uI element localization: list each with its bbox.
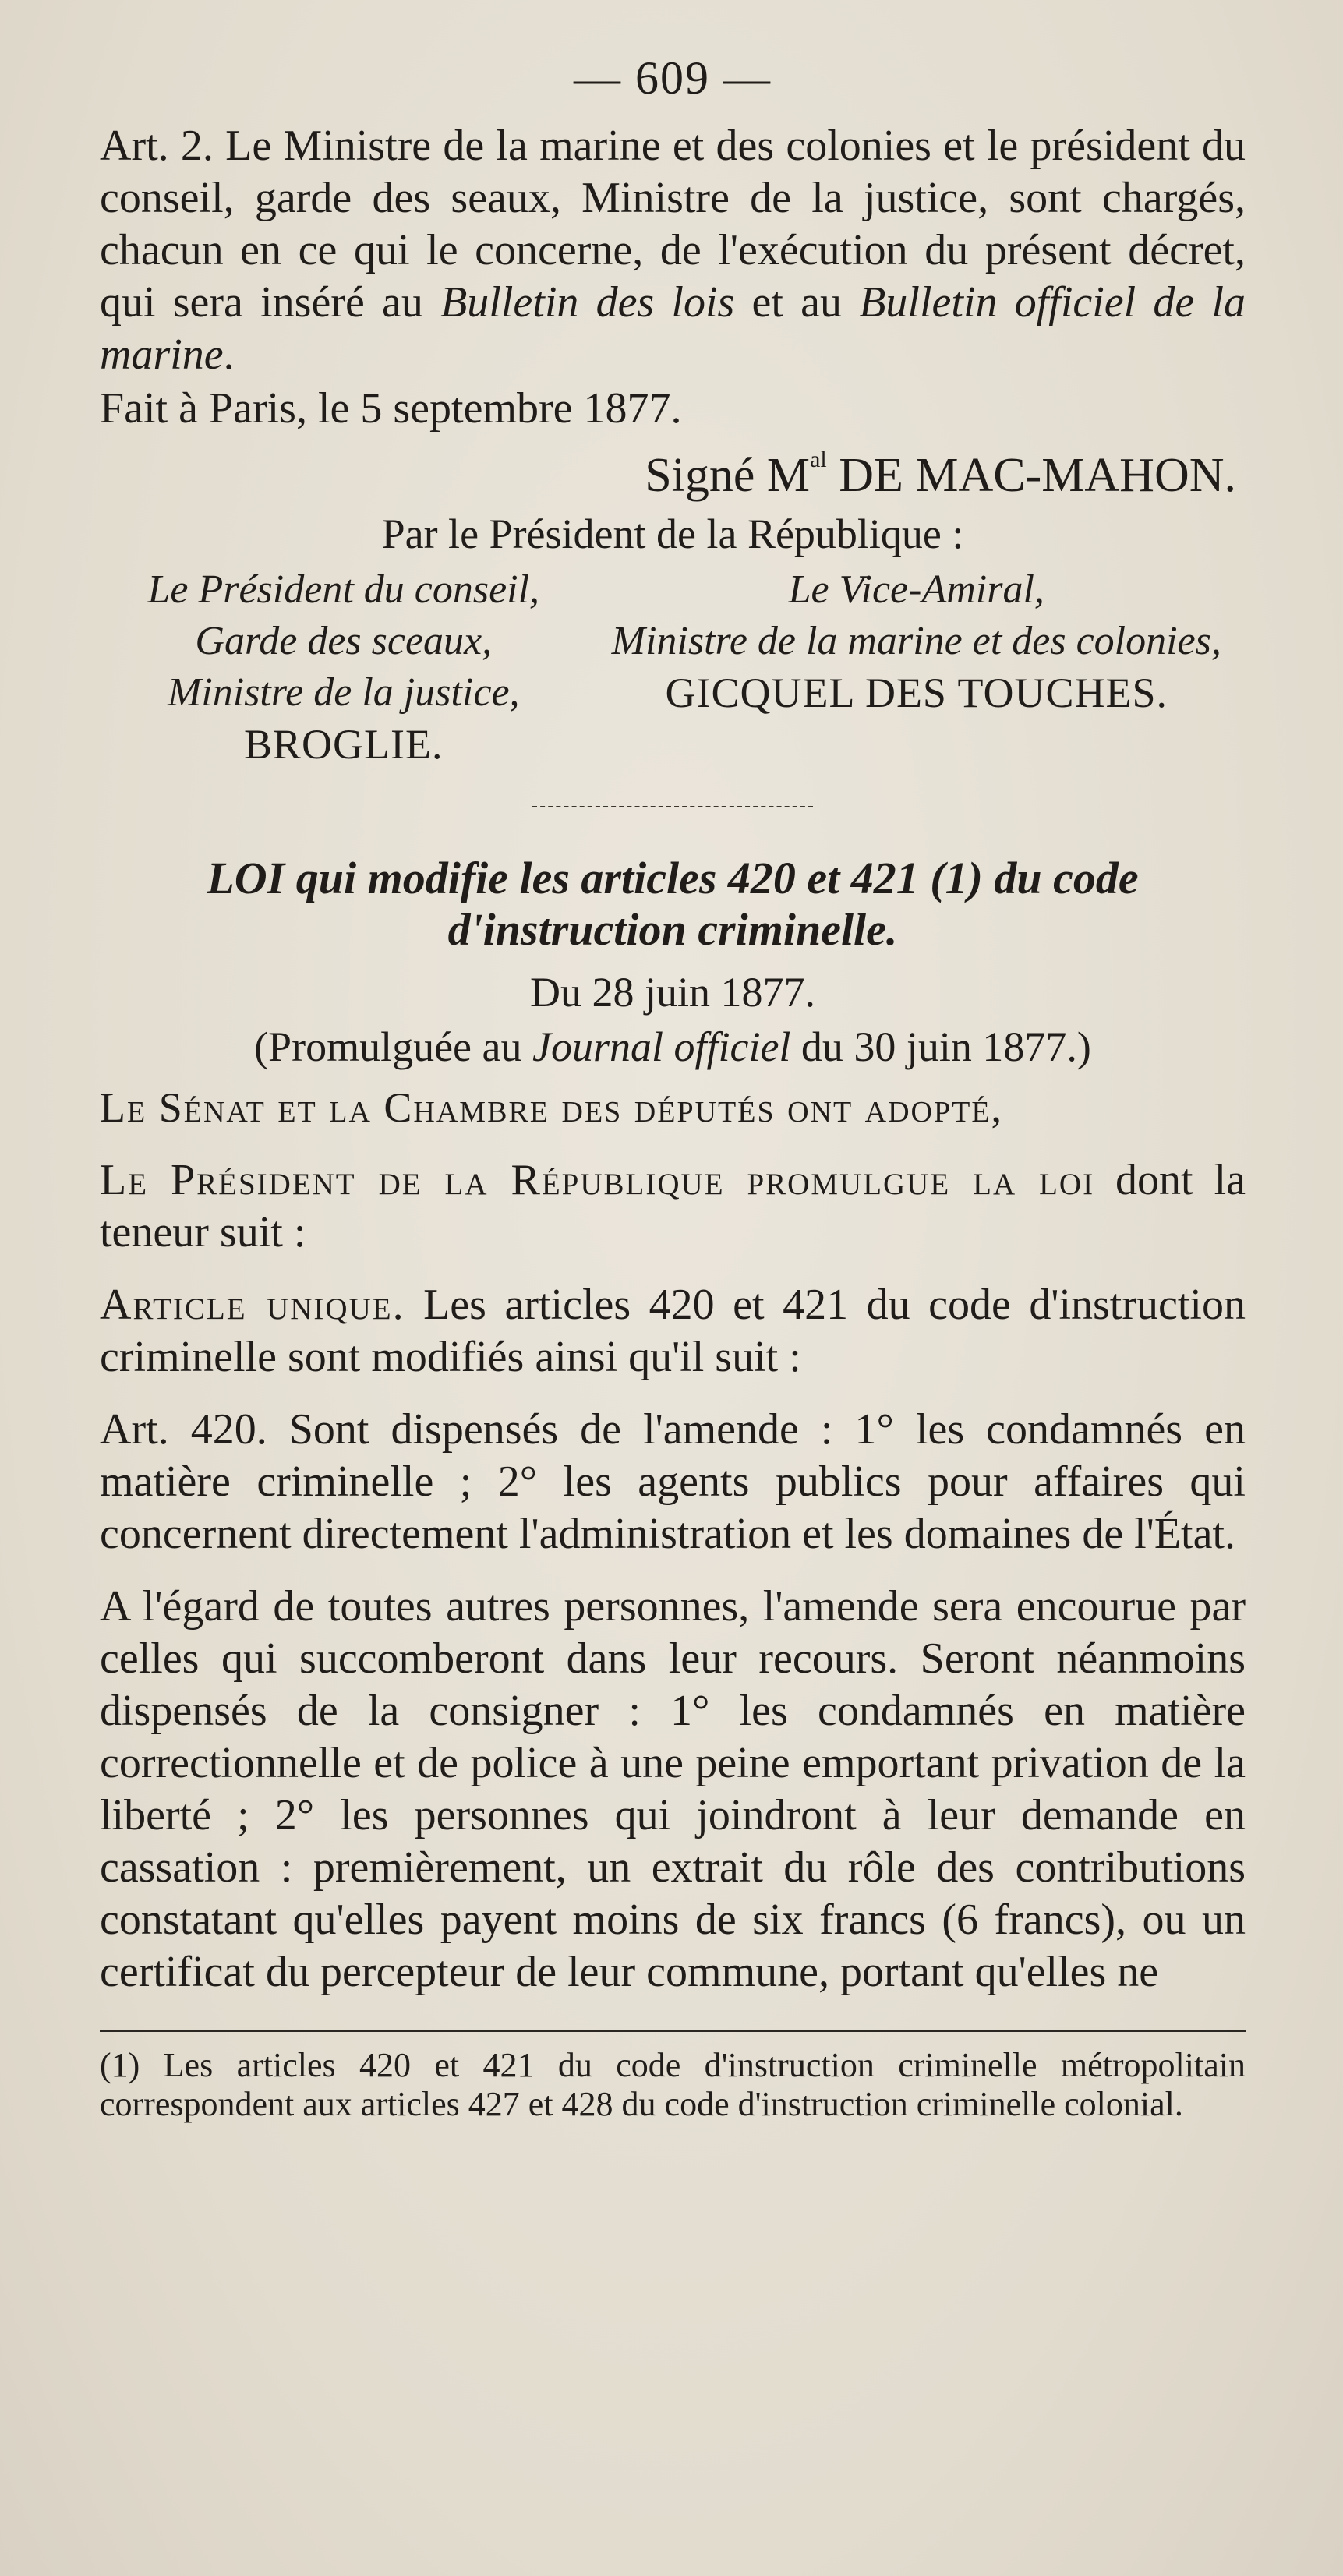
signature-mac-mahon: [100, 444, 1246, 507]
section-divider: [532, 806, 813, 807]
loi-date: Du 28 juin 1877.: [529, 969, 815, 1016]
president-promulgue-rest: dont la teneur suit :: [100, 1156, 1246, 1256]
footnote: (1) Les articles 420 et 421 du code d'instruction criminelle métropolitain correspondent aux articles 427 et 428 du code d'instruction criminelle colonial.: [100, 2046, 1246, 2123]
countersignatures: [100, 564, 1246, 770]
left-sig-line3: Ministre de la justice,: [167, 670, 520, 715]
right-sig-name: GICQUEL DES TOUCHES.: [665, 670, 1168, 716]
article-2-paragraph: [100, 120, 1246, 381]
article-unique-label: Article unique.: [100, 1281, 405, 1329]
left-sig-name: BROGLIE.: [244, 721, 444, 768]
left-sig-line2: Garde des sceaux,: [195, 619, 493, 663]
article-2-text: Art. 2. Le Ministre de la marine et des colonies et le président du conseil, garde des seaux, Ministre de la justice, sont chargés, chacun en ce qui le concerne, de l'exécution du présent décret, qui sera inséré au: [100, 122, 1246, 327]
president-promulgue: [100, 1154, 1246, 1259]
egard-paragraph: A l'égard de toutes autres personnes, l'amende sera encourue par celles qui succomberont dans leur recours. Seront néanmoins dispensés de la consigner : 1° les condamnés en matière correctionnelle et de police à une peine emportant privation de la liberté ; 2° les personnes qui joindront à leur demande en cassation : premièrement, un extrait du rôle des contributions constatant qu'elles payent moins de six francs (6 francs), ou un certificat du percepteur de leur commune, portant qu'elles ne: [100, 1582, 1246, 1996]
article-unique: [100, 1279, 1246, 1383]
promulgation-line: [100, 1019, 1246, 1074]
fait-a-paris: Fait à Paris, le 5 septembre 1877.: [100, 384, 682, 433]
senat-line: Le Sénat et la Chambre des députés ont adopté,: [100, 1084, 1004, 1131]
page-number: — 609 —: [574, 52, 772, 104]
article-2-end: .: [223, 330, 235, 379]
promulguee-post: du 30 juin 1877.): [800, 1023, 1091, 1070]
footnote-rule: [100, 2030, 1246, 2032]
promulguee-pre: (Promulguée au: [254, 1023, 522, 1070]
bulletin-officiel-marine: Bulletin officiel de la marine: [100, 278, 1246, 379]
article-420: Art. 420. Sont dispensés de l'amende : 1° les condamnés en matière criminelle ; 2° les agents publics pour affaires qui concernent directement l'administration et les domaines de l'État.: [100, 1405, 1246, 1558]
bulletin-des-lois: Bulletin des lois: [440, 278, 735, 327]
journal-officiel: Journal officiel: [532, 1023, 791, 1070]
president-promulgue-caps: Le Président de la République promulgue la loi: [100, 1156, 1095, 1204]
page-content: [100, 47, 1246, 2124]
right-sig-line1: Le Vice-Amiral,: [788, 567, 1044, 612]
article-unique-text: Les articles 420 et 421 du code d'instruction criminelle sont modifiés ainsi qu'il suit :: [100, 1281, 1246, 1381]
signe-name: DE MAC-MAHON.: [826, 449, 1236, 502]
loi-title-line2: d'instruction criminelle.: [447, 904, 898, 955]
left-sig-line1: Le Président du conseil,: [147, 567, 540, 612]
right-sig-line2: Ministre de la marine et des colonies,: [611, 619, 1221, 663]
par-le-president: Par le Président de la République :: [381, 511, 964, 557]
article-2-et-au: et au: [751, 278, 842, 327]
signe-superscript: al: [810, 447, 827, 472]
signe-prefix: Signé M: [645, 449, 811, 502]
empty-cell: [588, 719, 1246, 770]
loi-title-line1: LOI qui modifie les articles 420 et 421 (1) du code: [207, 853, 1139, 903]
